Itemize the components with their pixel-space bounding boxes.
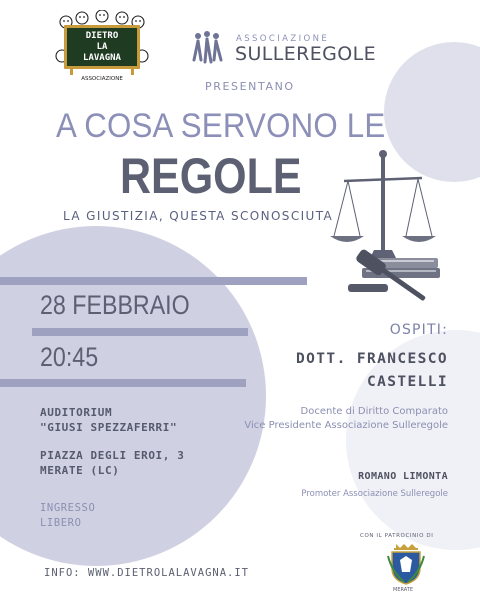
guest2-name: ROMANO LIMONTA — [358, 471, 448, 482]
guest1-role-line-2: Vice Presidente Associazione Sulleregole — [244, 420, 448, 431]
justice-illustration — [326, 146, 450, 302]
guests-label: OSPITI: — [389, 322, 448, 338]
address-line-2: MERATE (LC) — [40, 464, 120, 477]
crest-caption: MERATE — [393, 587, 413, 593]
scales-of-justice-icon — [330, 150, 436, 258]
decor-bar — [32, 328, 248, 336]
page-subtitle: LA GIUSTIZIA, QUESTA SCONOSCIUTA — [63, 209, 334, 223]
entry-line-1: INGRESSO — [40, 502, 96, 514]
address-line-1: PIAZZA DEGLI EROI, 3 — [40, 449, 185, 462]
decor-bar — [0, 277, 307, 285]
event-time: 20:45 — [40, 342, 99, 372]
sulle-regole-name: SULLEREGOLE — [235, 43, 377, 65]
guest1-name-line-2: CASTELLI — [366, 374, 448, 390]
logo-text-la: LA — [96, 42, 108, 52]
guest2-role: Promoter Associazione Sulleregole — [301, 489, 448, 499]
page-title-line2: REGOLE — [120, 148, 302, 204]
presenting-label: PRESENTANO — [205, 80, 295, 93]
logo-caption: ASSOCIAZIONE — [81, 76, 123, 82]
logo-text-lavagna: LAVAGNA — [83, 53, 121, 63]
guest1-name-line-1: DOTT. FRANCESCO — [296, 351, 448, 367]
page-title-line1: A COSA SERVONO LE — [56, 107, 386, 145]
event-date: 28 FEBBRAIO — [40, 290, 190, 320]
people-logo-icon — [194, 31, 221, 62]
venue-line-2: "GIUSI SPEZZAFERRI" — [40, 421, 178, 434]
sulle-regole-kicker: ASSOCIAZIONE — [236, 34, 330, 44]
city-crest-icon — [386, 542, 426, 586]
dietro-la-lavagna-logo — [54, 10, 150, 82]
sulle-regole-logo — [188, 30, 418, 70]
guest1-role-line-1: Docente di Diritto Comparato — [300, 406, 448, 417]
patronage-label: CON IL PATROCINIO DI — [360, 533, 434, 539]
info-website: INFO: WWW.DIETROLALAVAGNA.IT — [44, 567, 250, 579]
entry-line-2: LIBERO — [40, 517, 82, 529]
logo-text-dietro: DIETRO — [85, 31, 119, 41]
venue-line-1: AUDITORIUM — [40, 406, 113, 419]
decor-bar — [0, 379, 246, 387]
